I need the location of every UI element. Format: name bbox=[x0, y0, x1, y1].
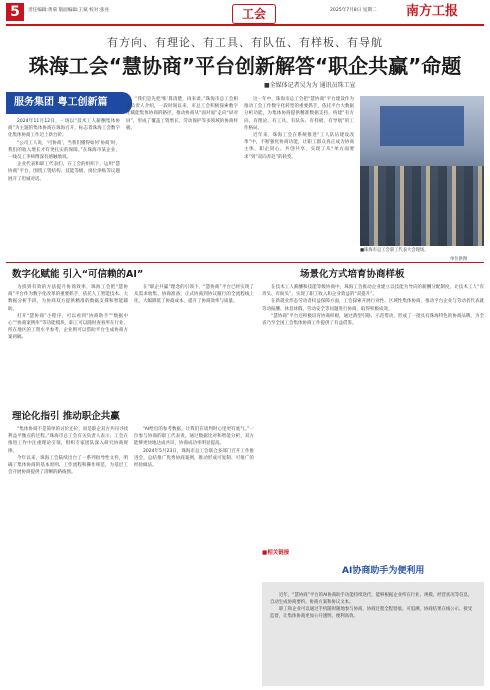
kicker: 有方向、有理论、有工具、有队伍、有样板、有导航 bbox=[107, 36, 383, 49]
editor-credits: 责任编辑:黄菊 版面编辑:王斌 校对:张亮 bbox=[28, 8, 110, 13]
sidebar-title: AI协商助手为便利用 bbox=[342, 566, 425, 576]
paragraph: 近年，“慧协商”平台的AI协商助手功能持续迭代，能够根据企业所在行业、规模、经营状况等信息，自动生成协商要约、协商方案和协议文本。 bbox=[270, 593, 473, 605]
related-tag: ■相关链接 bbox=[262, 550, 290, 556]
paragraph: 为找到有效的方法提升协商效率，珠海工会把“慧协商”平台作为数字化改革的重要抓手，依托人工智能技术、大数据分析手段，为协商双方提供精准的数据支撑和智能辅助。 bbox=[8, 285, 128, 312]
page-number: 5 bbox=[6, 3, 24, 21]
photo-caption: ■珠海市总工会职工代表大会现场。 bbox=[360, 248, 429, 253]
paragraph: 这一年中，珠海市总工会把“慧协商”平台建设作为推动工会工作数字化转型的重要抓手，依托平台大数据分析功能，为集体协商提供精准数据支持，构建“有方向、有理论、有工具、有队伍、有样板、有导航”的工作格局。 bbox=[244, 97, 354, 131]
sidebar-body bbox=[270, 592, 476, 620]
column-banner: 服务集团 粤工创新篇 bbox=[6, 92, 132, 114]
photo-credit: 单位供图 bbox=[450, 257, 468, 262]
header-rule bbox=[6, 24, 484, 26]
intro-column-1 bbox=[8, 118, 120, 238]
intro-column-3 bbox=[244, 96, 354, 246]
paragraph: 2024年5月23日，珠海市总工会联合多部门召开工作推进会，总结推广优秀协商案例，推动形成可复制、可推广的经验做法。 bbox=[134, 448, 254, 469]
paragraph: 企业代表和职工代表们，在工会的组织下，运用“慧协商”平台，围绕工资结构、技能等级、岗位津贴等议题展开了坦诚对话。 bbox=[8, 162, 120, 182]
paragraph: “公司工人说，‘可协商’，当我们懂得如何‘协商’时，我们的收入增长才有更扎实的保障。”在珠海市某企业，一线员工李师傅深有感触地说。 bbox=[8, 140, 120, 161]
section-title-3: 场景化方式培育协商样板 bbox=[300, 269, 405, 280]
paragraph: 2024年11月12日，一场以“技术工人薪酬集体协商”为主题的集体协商在珠海召开，标志着珠海工会数字化集体协商工作迈上新台阶。 bbox=[8, 119, 120, 139]
issue-date: 2025年7月8日 星期二 bbox=[330, 8, 377, 13]
section-1-col-b bbox=[134, 284, 254, 402]
paragraph: “慧协商”平台还积极培育协商样板，通过典型引路、示范带动，形成了一批具有珠海特色的协商品牌，为全省乃至全国工会集体协商工作提供了有益借鉴。 bbox=[262, 313, 484, 327]
paragraph: 在“职企共赢”理念的引领下，“慧协商”平台已经实现了从需求收集、协商准备、正式协商到协议履行的全流程线上化，大幅降低了协商成本，提升了协商效率与质量。 bbox=[134, 285, 254, 305]
paragraph: 在技术工人薪酬和技能等级协商中，珠海工会推动企业建立以技能为导向的薪酬分配制度，让技术工人“有奔头、有盼头”，实现了职工收入和企业效益的“双提升”。 bbox=[262, 285, 484, 298]
section-title-2: 理论化指引 推动职企共赢 bbox=[12, 411, 120, 422]
event-photo bbox=[360, 96, 484, 246]
section-1-col-a bbox=[8, 284, 128, 402]
paragraph: “集体协商不是简单的讨价还价，而是职企双方共同寻找利益平衡点的过程。”珠海市总工会有关负责人表示，工会在推进工作中注重理论引领，组织专家团队深入研究协商规律。 bbox=[8, 427, 128, 454]
section-label: 工会 bbox=[232, 4, 276, 24]
newspaper-logo: 南方工报 bbox=[406, 4, 459, 19]
paragraph: “AI给出的参考数据，让我们在谈判时心里更有底气。”一位参与协商的职工代表说。通过数据比对和智能分析，双方能够更快地达成共识，协商成功率明显提高。 bbox=[134, 427, 254, 447]
byline: ■全媒体记者吴为为 通讯员珠工宣 bbox=[264, 82, 356, 89]
intro-column-2 bbox=[126, 96, 238, 246]
paragraph: 在新就业形态劳动者权益保障方面，工会探索开展行业性、区域性集体协商，推动平台企业与劳动者代表就劳动报酬、休息休假、劳动安全等问题进行协商，取得积极成效。 bbox=[262, 299, 484, 312]
divider bbox=[6, 262, 484, 263]
paragraph: 近年来，珠海工会在系统推进“工人队伍建设改革”中，不断强化协商功能，让职工群众真正成为协商主体，职企同心、共创共享，实现了从“单方面要求”到“双向奔赴”的转变。 bbox=[244, 133, 354, 160]
section-2-col-a bbox=[8, 426, 128, 684]
section-title-1: 数字化赋能 引入“可信赖的AI” bbox=[12, 269, 144, 280]
sidebar-header bbox=[262, 555, 484, 581]
paragraph: 今年以来，珠海工会陆续出台了一系列指导性文件，明确了集体协商的基本原则、工作流程和操作规范，为基层工会开展协商提供了清晰的路线图。 bbox=[8, 455, 128, 476]
audience bbox=[360, 166, 484, 246]
paragraph: “我们是先把‘账’算清楚，再来谈。”珠海市总工会相关负责人介绍，一段时间以来，市总工会积极探索数字化赋能集体协商的路径，推动协商从“面对面”走向“屏对屏”，形成了覆盖工资增长、劳动保护等多领域的协商样板。 bbox=[126, 97, 238, 131]
stage-screen bbox=[380, 106, 464, 146]
section-3-col bbox=[262, 284, 484, 542]
headline: 珠海工会“慧协商”平台创新解答“职企共赢”命题 bbox=[28, 54, 462, 78]
paragraph: 打开“慧协商”小程序，可以看到“协商助手”“数据中心”“协商案例库”等功能模块，职工可以随时查看所在行业、所在地区的工资水平参考，企业则可以借助平台生成协商方案初稿。 bbox=[8, 313, 128, 341]
paragraph: 职工和企业可以通过手机随时随地参与协商，协商过程全程留痕、可追溯，协商结果在线公示、接受监督，让集体协商更加公开透明、便利高效。 bbox=[270, 607, 473, 619]
section-2-col-b bbox=[134, 426, 254, 684]
